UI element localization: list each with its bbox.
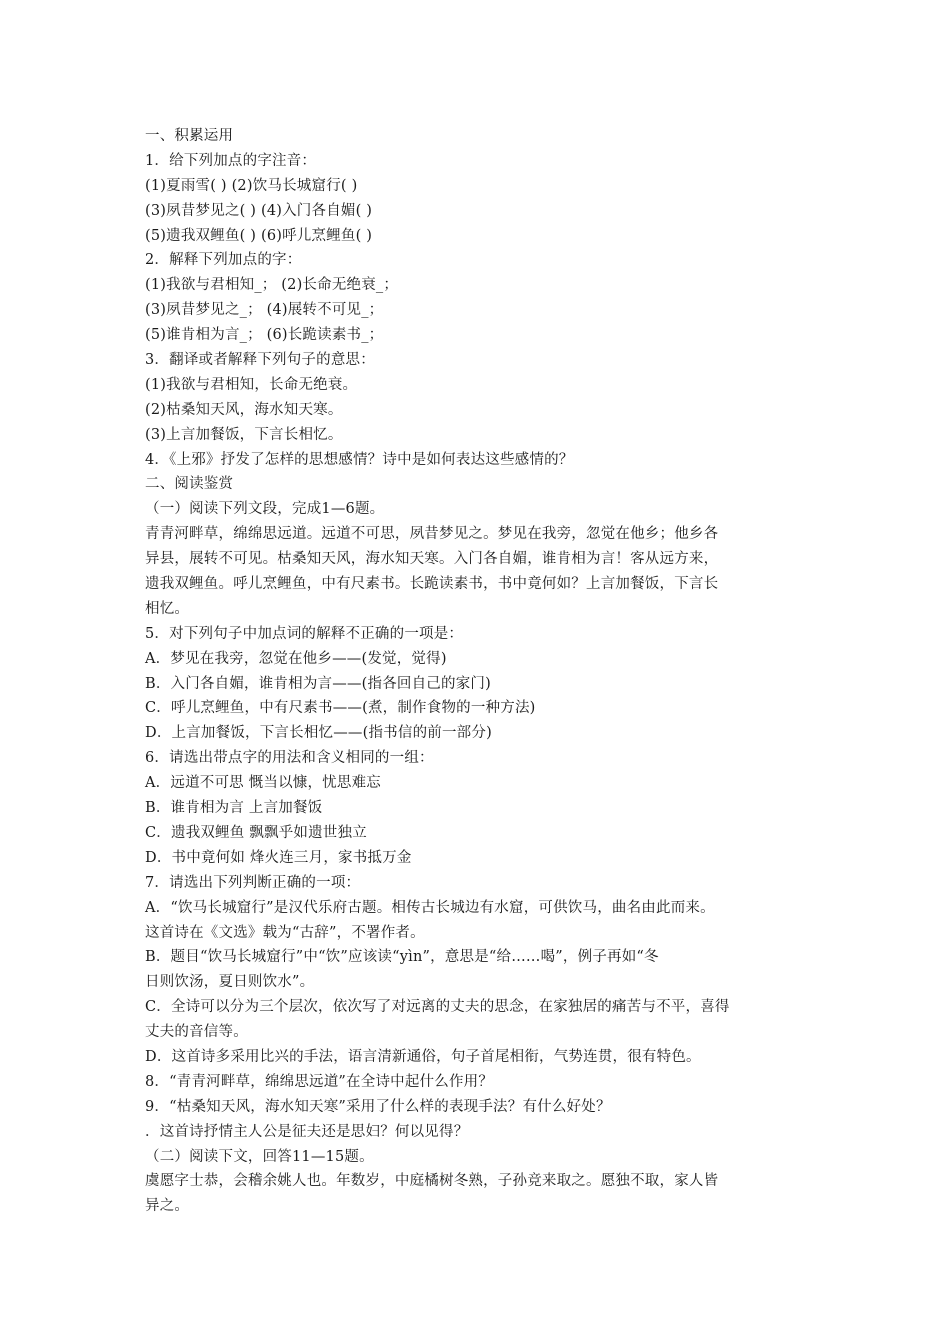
question-1-items-row3: (5)遗我双鲤鱼( ) (6)呼儿烹鲤鱼( ) xyxy=(145,227,373,244)
question-4-prompt: 4．《上邪》抒发了怎样的思想感情？诗中是如何表达这些感情的？ xyxy=(145,451,574,468)
question-3-item-2: (2)枯桑知天风，海水知天寒。 xyxy=(145,401,343,418)
question-3-prompt: 3．翻译或者解释下列句子的意思： xyxy=(145,352,375,369)
question-1-prompt: 1．给下列加点的字注音： xyxy=(145,152,317,169)
question-7-option-c-line-2: 丈夫的音信等。 xyxy=(145,1024,248,1041)
poem-text-line-1: 青青河畔草，绵绵思远道。远道不可思，夙昔梦见之。梦见在我旁，忽觉在他乡；他乡各 xyxy=(145,526,719,543)
document-body xyxy=(145,124,813,1219)
question-8-prompt: 8．“青青河畔草，绵绵思远道”在全诗中起什么作用？ xyxy=(145,1073,494,1090)
question-7-option-b-line-2: 日则饮汤，夏日则饮水”。 xyxy=(145,974,315,991)
question-7-option-a-line-2: 这首诗在《文选》载为“古辞”，不署作者。 xyxy=(145,924,425,941)
question-7-option-b-line-1: B．题目“饮马长城窟行”中“饮”应该读“yìn”，意思是“给……喝”，例子再如“冬 xyxy=(145,949,659,966)
question-2-items-row1: (1)我欲与君相知_； (2)长命无绝衰_； xyxy=(145,277,399,294)
question-2-items-row3: (5)谁肯相为言_； (6)长跪读素书_； xyxy=(145,327,384,344)
question-6-option-d: D．书中竟何如 烽火连三月，家书抵万金 xyxy=(145,849,412,866)
question-2-prompt: 2．解释下列加点的字： xyxy=(145,252,302,269)
poem-text-line-2: 异县，展转不可见。枯桑知天风，海水知天寒。入门各自媚，谁肯相为言！客从远方来， xyxy=(145,551,719,568)
question-7-option-a-line-1: A．“饮马长城窟行”是汉代乐府古题。相传古长城边有水窟，可供饮马，曲名由此而来。 xyxy=(145,899,715,916)
section-heading-reading: 二、阅读鉴赏 xyxy=(145,476,234,493)
question-7-option-c-line-1: C．全诗可以分为三个层次，依次写了对远离的丈夫的思念，在家独居的痛苦与不平，喜得 xyxy=(145,999,730,1016)
question-5-option-b: B．入门各自媚，谁肯相为言——(指各回自己的家门) xyxy=(145,675,491,692)
question-7-option-d: D．这首诗多采用比兴的手法，语言清新通俗，句子首尾相衔，气势连贯，很有特色。 xyxy=(145,1048,701,1065)
question-10-prompt: ．这首诗抒情主人公是征夫还是思妇？何以见得？ xyxy=(145,1123,469,1140)
question-6-prompt: 6．请选出带点字的用法和含义相同的一组： xyxy=(145,750,434,767)
question-1-items-row2: (3)夙昔梦见之( ) (4)入门各自媚( ) xyxy=(145,202,373,219)
poem-text-line-3: 遗我双鲤鱼。呼儿烹鲤鱼，中有尺素书。长跪读素书，书中竟何如？上言加餐饭，下言长 xyxy=(145,576,719,593)
question-5-prompt: 5．对下列句子中加点词的解释不正确的一项是： xyxy=(145,625,464,642)
question-6-option-b: B．谁肯相为言 上言加餐饭 xyxy=(145,800,323,817)
poem-text-line-4: 相忆。 xyxy=(145,600,190,617)
passage-text-line-2: 异之。 xyxy=(145,1198,190,1215)
section-heading-accumulation: 一、积累运用 xyxy=(145,128,234,144)
question-2-items-row2: (3)夙昔梦见之_； (4)展转不可见_； xyxy=(145,302,384,319)
question-5-option-c: C．呼儿烹鲤鱼，中有尺素书——(煮，制作食物的一种方法) xyxy=(145,700,536,717)
passage-text-line-1: 虞愿字士恭，会稽余姚人也。年数岁，中庭橘树冬熟，子孙竞来取之。愿独不取，家人皆 xyxy=(145,1173,719,1190)
reading-part-2-instruction: （二）阅读下文，回答11—15题。 xyxy=(145,1148,374,1165)
question-5-option-a: A．梦见在我旁，忽觉在他乡——(发觉，觉得) xyxy=(145,650,447,667)
question-9-prompt: 9．“枯桑知天风，海水知天寒”采用了什么样的表现手法？有什么好处？ xyxy=(145,1098,611,1115)
question-6-option-c: C．遗我双鲤鱼 飘飘乎如遗世独立 xyxy=(145,824,367,841)
question-1-items-row1: (1)夏雨雪( ) (2)饮马长城窟行( ) xyxy=(145,177,358,194)
question-3-item-3: (3)上言加餐饭，下言长相忆。 xyxy=(145,426,343,443)
question-7-prompt: 7．请选出下列判断正确的一项： xyxy=(145,874,361,891)
question-6-option-a: A．远道不可思 慨当以慷，忧思难忘 xyxy=(145,775,381,792)
question-3-item-1: (1)我欲与君相知，长命无绝衰。 xyxy=(145,376,358,393)
question-5-option-d: D．上言加餐饭，下言长相忆——(指书信的前一部分) xyxy=(145,725,492,742)
reading-part-1-instruction: （一）阅读下列文段，完成1—6题。 xyxy=(145,501,385,518)
